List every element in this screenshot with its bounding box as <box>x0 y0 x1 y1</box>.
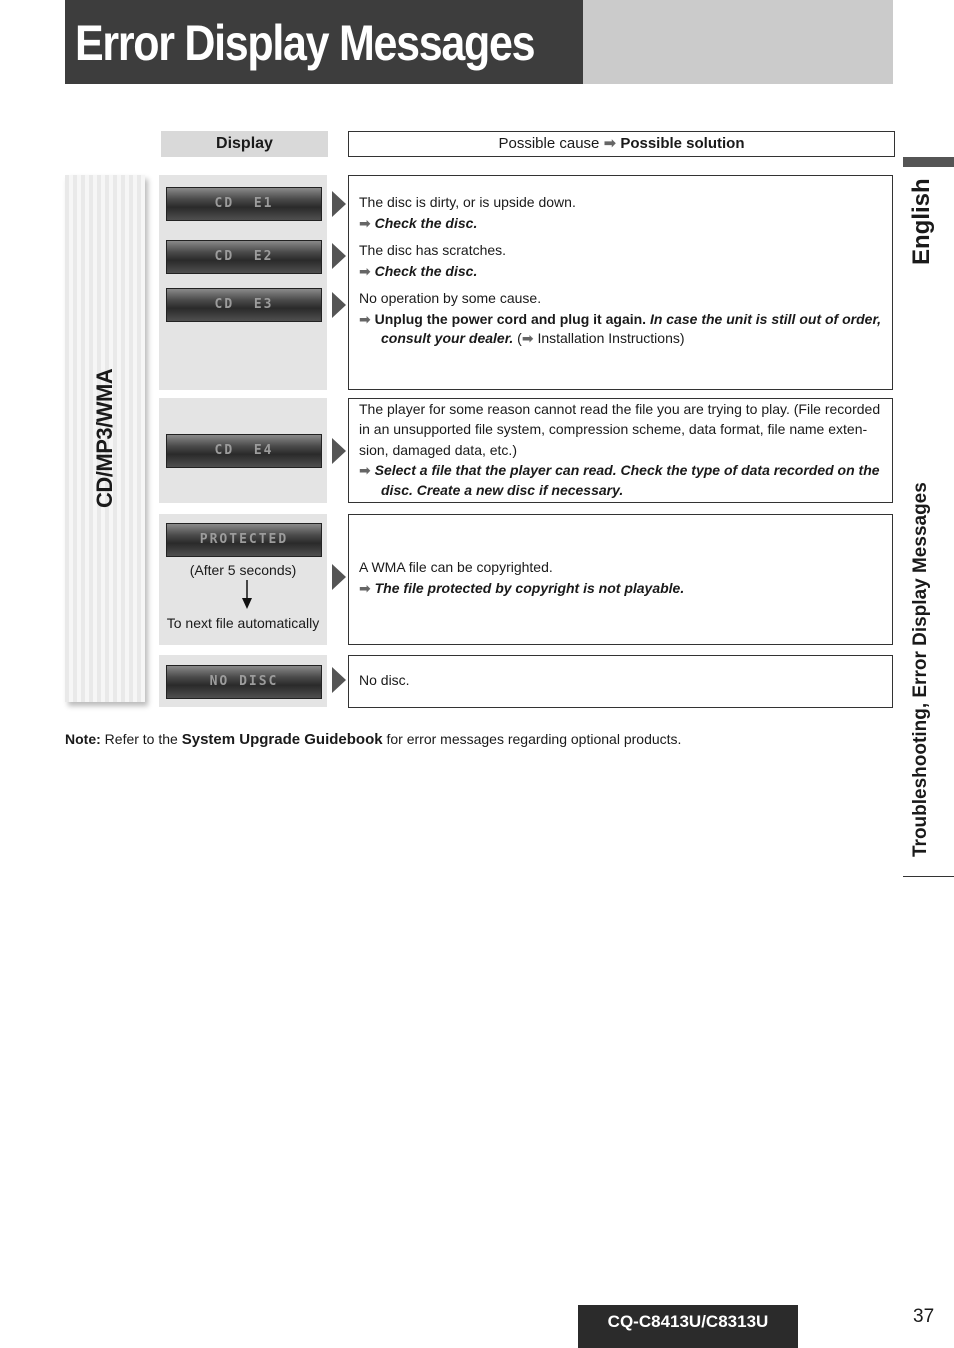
lcd-cd-e2: CD E2 <box>166 240 322 274</box>
solution-e4-cont: disc. Create a new disc if necessary. <box>381 482 624 498</box>
language-tab: English <box>908 178 935 265</box>
title-banner-grey <box>583 0 893 84</box>
cause-protected: A WMA file can be copyrighted. <box>359 559 553 575</box>
display-cell-e123 <box>159 175 327 390</box>
lcd-cd-e3: CD E3 <box>166 288 322 322</box>
cause-box-protected <box>348 514 893 645</box>
cause-e2: The disc has scratches. <box>359 242 507 258</box>
arrow-right-icon: ➡ <box>359 215 371 231</box>
cause-nodisc: No disc. <box>359 672 410 688</box>
pointer-arrow-icon <box>332 292 346 318</box>
solution-e3: ➡ Unplug the power cord and plug it again. In case the unit is still out of order, <box>359 311 882 327</box>
lcd-protected: PROTECTED <box>166 523 322 557</box>
cause-box-nodisc <box>348 655 893 708</box>
cause-box-e4 <box>348 398 893 503</box>
category-label: CD/MP3/WMA <box>92 368 117 508</box>
solution-header-label: Possible solution <box>620 135 745 152</box>
cause-box-e123 <box>348 175 893 390</box>
section-tab: Troubleshooting, Error Display Messages <box>910 482 931 857</box>
protected-after-note: (After 5 seconds) <box>189 562 297 578</box>
cause-e4-line2: in an unsupported file system, compression scheme, data format, file name exten- <box>359 421 868 437</box>
cause-e4-line1: The player for some reason cannot read the file you are trying to play. (File recorded <box>359 401 881 417</box>
cause-e1: The disc is dirty, or is upside down. <box>359 194 576 210</box>
page-number: 37 <box>913 1306 935 1327</box>
cause-e4-line3: sion, damaged data, etc.) <box>359 442 517 458</box>
arrow-right-icon: ➡ <box>359 462 371 478</box>
display-column-header: Display <box>161 131 328 157</box>
lcd-cd-e1: CD E1 <box>166 187 322 221</box>
pointer-arrow-icon <box>332 243 346 269</box>
solution-e2: ➡ Check the disc. <box>359 263 478 279</box>
solution-e4: ➡ Select a file that the player can read. Check the type of data recorded on the <box>359 462 880 478</box>
lcd-cd-e4: CD E4 <box>166 434 322 468</box>
arrow-right-icon: ➡ <box>359 580 371 596</box>
down-arrow-icon <box>241 580 253 610</box>
language-tab-bar <box>903 157 954 167</box>
pointer-arrow-icon <box>332 564 346 590</box>
cause-e3: No operation by some cause. <box>359 290 542 306</box>
display-cell-nodisc <box>159 655 327 707</box>
model-badge: CQ-C8413U/C8313U <box>578 1305 798 1348</box>
pointer-arrow-icon <box>332 438 346 464</box>
pointer-arrow-icon <box>332 191 346 217</box>
solution-protected: ➡ The file protected by copyright is not playable. <box>359 580 685 596</box>
arrow-right-icon: ➡ <box>359 263 371 279</box>
display-cell-e4 <box>159 398 327 503</box>
cause-header-label: Possible cause <box>498 135 600 152</box>
footnote: Note: Refer to the System Upgrade Guidebook for error messages regarding optional products. <box>65 731 682 748</box>
cause-column-header <box>348 131 895 157</box>
lcd-no-disc: NO DISC <box>166 665 322 699</box>
arrow-right-icon: ➡ <box>603 135 617 152</box>
guidebook-ref: System Upgrade Guidebook <box>181 731 383 748</box>
arrow-right-icon: ➡ <box>521 330 534 346</box>
protected-next-note: To next file automatically <box>166 615 320 631</box>
section-divider <box>903 876 954 877</box>
page-title: Error Display Messages <box>75 15 535 71</box>
pointer-arrow-icon <box>332 667 346 693</box>
note-label: Note: <box>65 731 101 747</box>
display-cell-protected <box>159 514 327 645</box>
solution-e1: ➡ Check the disc. <box>359 215 478 231</box>
solution-e3-cont: consult your dealer. (➡ Installation Instructions) <box>381 330 685 346</box>
arrow-right-icon: ➡ <box>359 311 371 327</box>
